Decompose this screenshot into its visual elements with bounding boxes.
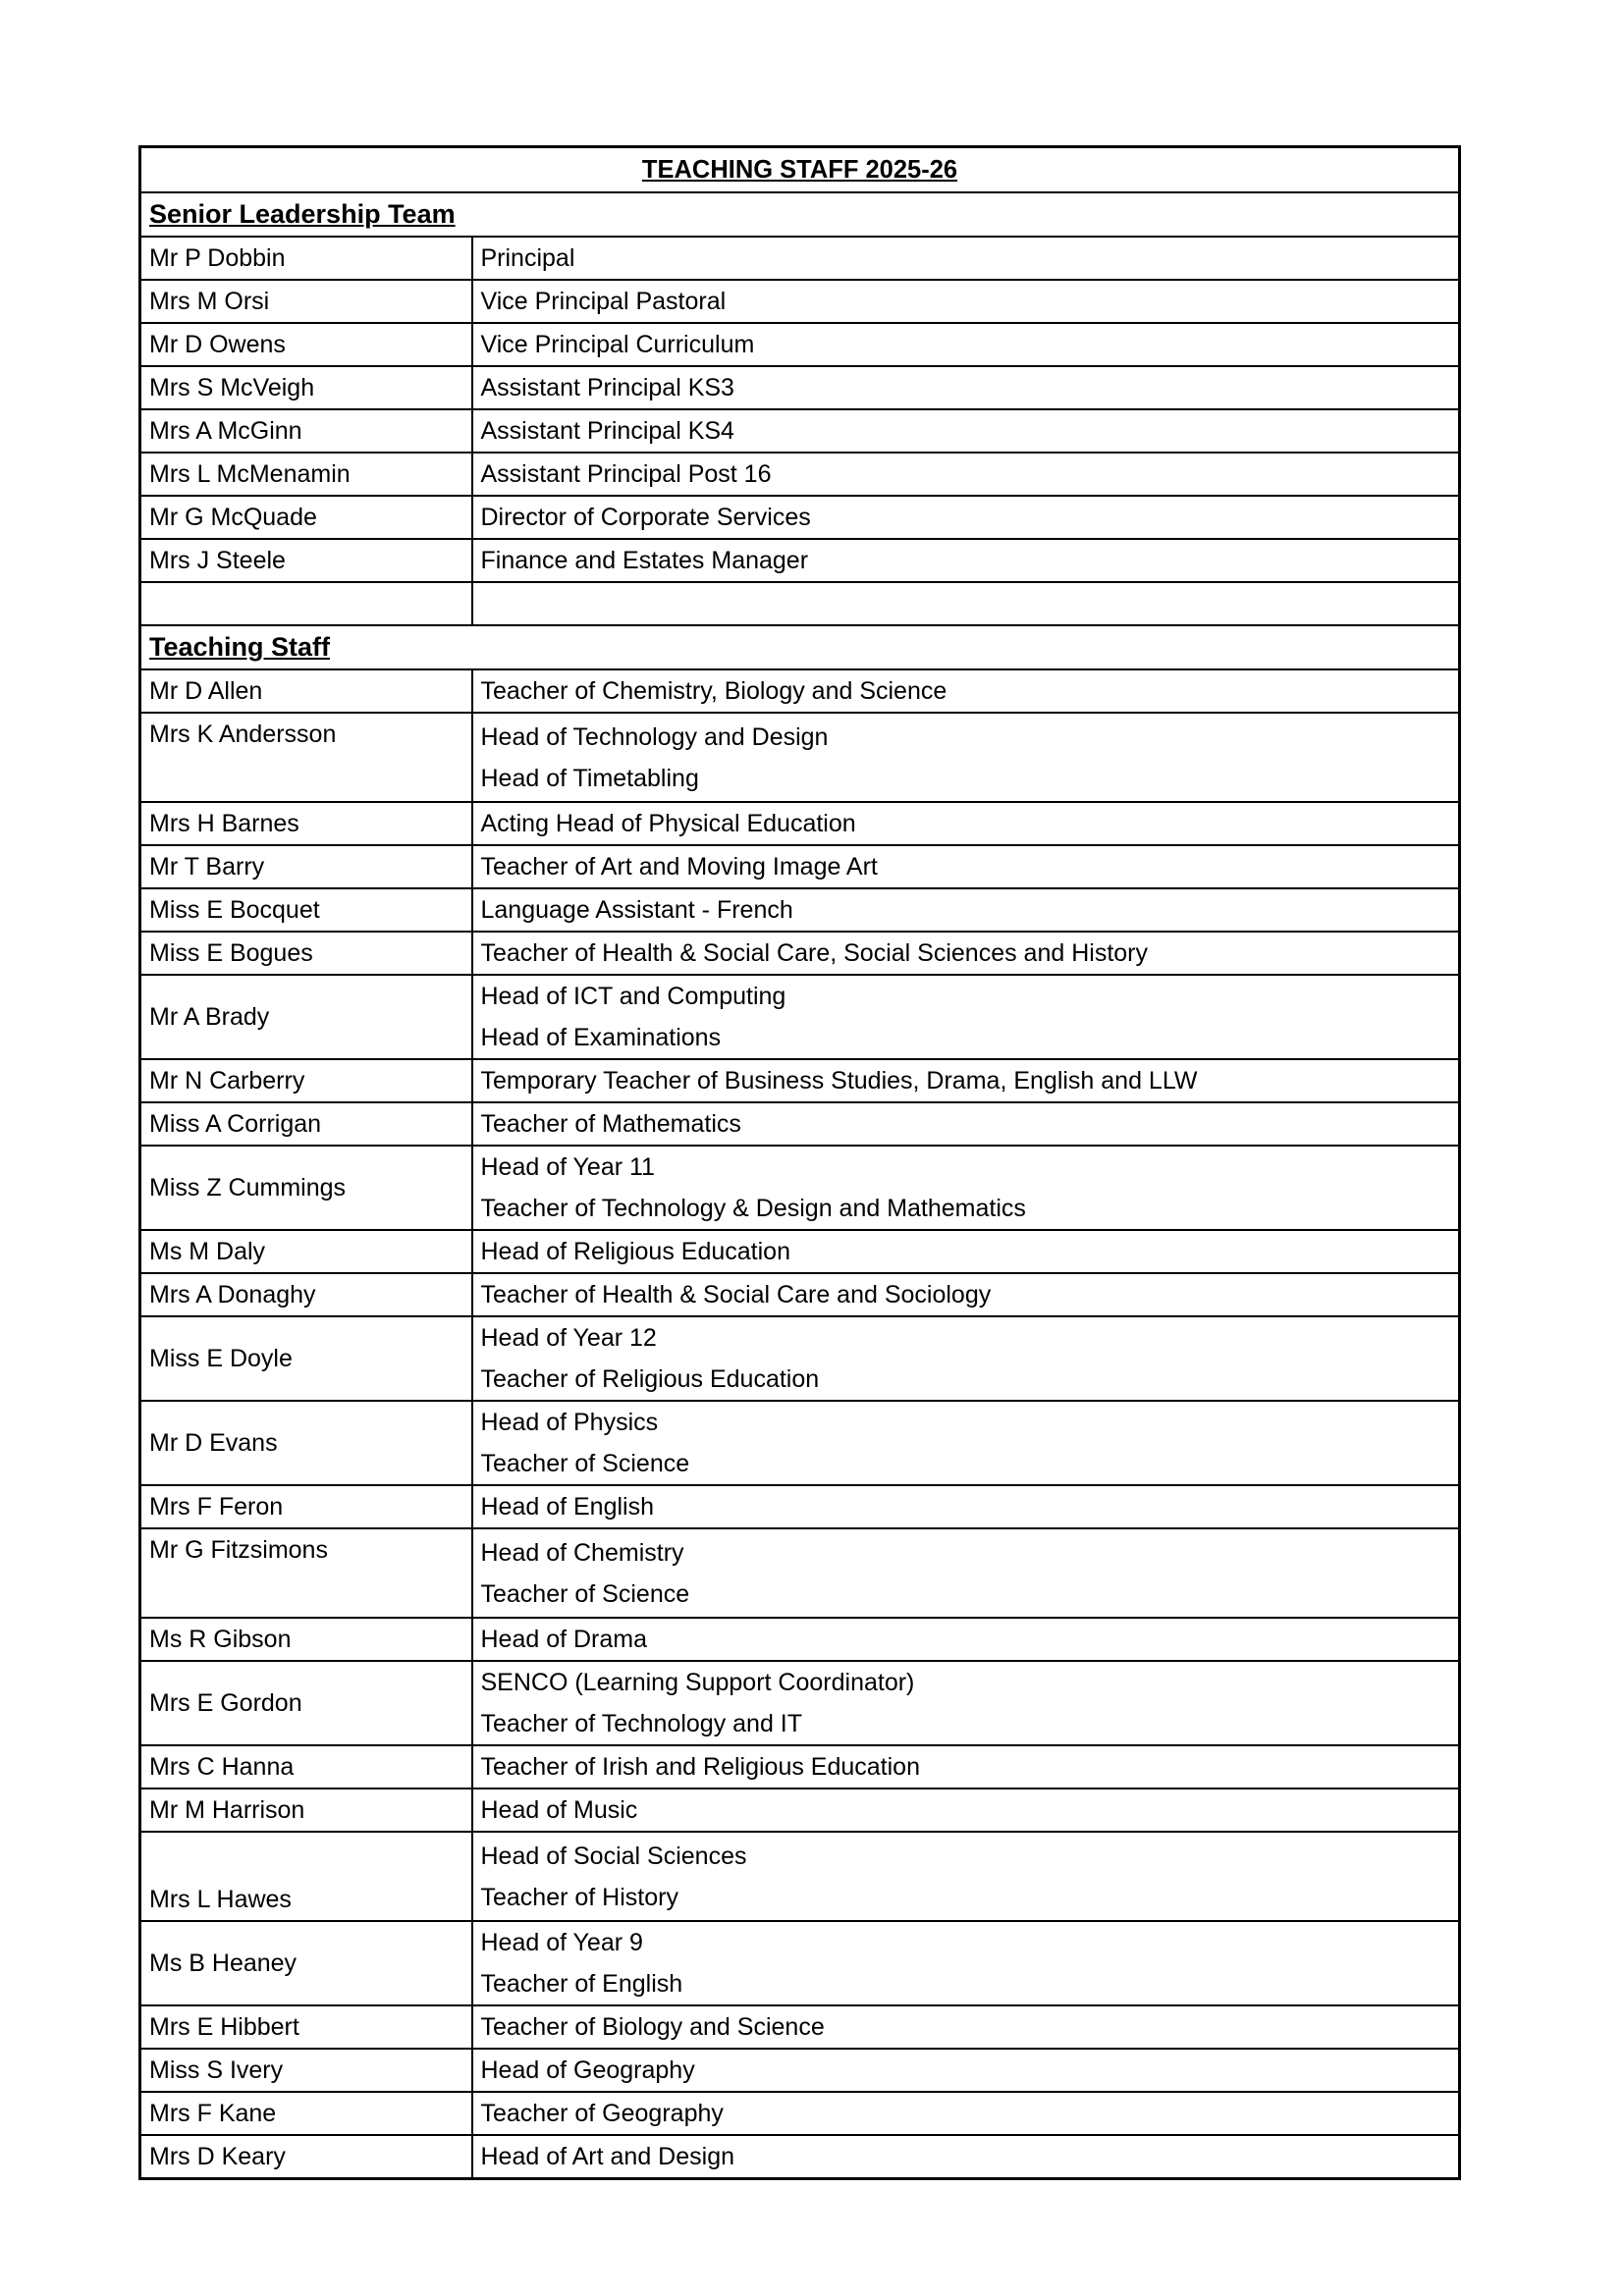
staff-role-cell — [472, 2135, 1460, 2179]
spacer-row — [140, 582, 1460, 625]
staff-role-cell — [472, 1059, 1460, 1102]
staff-role-cell — [472, 802, 1460, 845]
staff-role-cell — [472, 932, 1460, 975]
staff-name: Mr D Owens — [149, 330, 286, 358]
table-row — [140, 2005, 1460, 2049]
staff-role: Head of Music — [480, 1795, 638, 1824]
staff-name: Mrs C Hanna — [149, 1752, 295, 1781]
staff-role: Head of Geography — [480, 2056, 695, 2084]
staff-name-cell — [140, 1832, 472, 1921]
staff-name-cell — [140, 932, 472, 975]
table-row — [140, 409, 1460, 453]
staff-name-cell — [140, 845, 472, 888]
staff-role-cell — [472, 888, 1460, 932]
staff-name: Mr T Barry — [149, 852, 265, 881]
staff-role: Teacher of Science — [480, 1579, 690, 1608]
staff-role: Head of Year 12 — [480, 1324, 657, 1352]
staff-role: Temporary Teacher of Business Studies, Drama, English and LLW — [480, 1066, 1198, 1095]
staff-role: Head of Timetabling — [480, 764, 699, 792]
staff-name-cell — [140, 1789, 472, 1832]
staff-name-cell — [140, 539, 472, 582]
section-heading-row — [140, 625, 1460, 669]
staff-name-cell — [140, 2049, 472, 2092]
staff-name-cell — [140, 496, 472, 539]
staff-name: Mrs F Kane — [149, 2099, 277, 2127]
staff-name: Mr P Dobbin — [149, 243, 286, 272]
staff-role: Head of Chemistry — [480, 1538, 684, 1567]
table-row — [140, 669, 1460, 713]
table-row — [140, 1059, 1460, 1102]
staff-name: Miss Z Cummings — [149, 1173, 347, 1201]
table-row — [140, 1745, 1460, 1789]
staff-name-cell — [140, 669, 472, 713]
table-row — [140, 1146, 1460, 1230]
staff-role-cell — [472, 1401, 1460, 1485]
page-title — [140, 147, 1460, 193]
staff-role: Teacher of English — [480, 1970, 683, 1998]
table-row — [140, 2092, 1460, 2135]
staff-name-cell — [140, 1528, 472, 1618]
staff-role: Head of Year 9 — [480, 1929, 643, 1956]
staff-role-cell — [472, 2049, 1460, 2092]
table-row — [140, 1661, 1460, 1745]
table-row — [140, 1921, 1460, 2005]
staff-role: Language Assistant - French — [480, 895, 793, 924]
staff-role: Principal — [480, 243, 575, 272]
staff-name-cell — [140, 1102, 472, 1146]
table-row — [140, 280, 1460, 323]
staff-role-cell — [472, 539, 1460, 582]
staff-role: Teacher of Art and Moving Image Art — [480, 852, 878, 881]
staff-role-cell — [472, 323, 1460, 366]
table-row — [140, 1789, 1460, 1832]
staff-role-cell — [472, 366, 1460, 409]
table-row — [140, 1273, 1460, 1316]
staff-role-cell — [472, 1618, 1460, 1661]
staff-role-cell — [472, 496, 1460, 539]
staff-name: Mr D Allen — [149, 676, 263, 705]
staff-role-cell — [472, 1832, 1460, 1921]
table-row — [140, 1528, 1460, 1618]
staff-role-cell — [472, 1789, 1460, 1832]
table-row — [140, 713, 1460, 802]
staff-name-cell — [140, 2092, 472, 2135]
table-row — [140, 2049, 1460, 2092]
staff-role: Head of Drama — [480, 1625, 648, 1653]
staff-name-cell — [140, 1745, 472, 1789]
staff-role: Vice Principal Curriculum — [480, 330, 755, 358]
table-row — [140, 802, 1460, 845]
staff-name: Miss E Bocquet — [149, 895, 320, 924]
staff-role: Teacher of Mathematics — [480, 1109, 741, 1138]
staff-name: Ms R Gibson — [149, 1625, 292, 1653]
staff-role-cell — [472, 1485, 1460, 1528]
staff-role-cell — [472, 1316, 1460, 1401]
staff-role-cell — [472, 1661, 1460, 1745]
table-row — [140, 453, 1460, 496]
staff-role: Teacher of Health & Social Care and Sociology — [480, 1280, 992, 1308]
staff-role: Teacher of Geography — [480, 2099, 724, 2127]
table-row — [140, 539, 1460, 582]
staff-name: Mrs J Steele — [149, 546, 286, 574]
staff-role: Head of Social Sciences — [480, 1842, 747, 1870]
staff-role-cell — [472, 1921, 1460, 2005]
staff-name: Miss A Corrigan — [149, 1109, 322, 1138]
spacer-cell-name — [140, 582, 472, 625]
staff-name-cell — [140, 280, 472, 323]
staff-role-cell — [472, 1273, 1460, 1316]
staff-role-cell — [472, 975, 1460, 1059]
staff-name-cell — [140, 1230, 472, 1273]
staff-name: Mrs A McGinn — [149, 416, 302, 445]
section-heading — [140, 625, 1460, 669]
staff-name-cell — [140, 975, 472, 1059]
staff-role-cell — [472, 1230, 1460, 1273]
staff-role: Teacher of Science — [480, 1450, 690, 1477]
staff-role: Head of Art and Design — [480, 2142, 734, 2170]
staff-role: Teacher of Health & Social Care, Social Sciences and History — [480, 938, 1148, 967]
staff-name: Mr D Evans — [149, 1428, 278, 1457]
staff-name: Ms M Daly — [149, 1237, 266, 1265]
staff-role-cell — [472, 845, 1460, 888]
table-row — [140, 323, 1460, 366]
table-row — [140, 1316, 1460, 1401]
staff-role-cell — [472, 237, 1460, 280]
staff-role-cell — [472, 2092, 1460, 2135]
staff-name: Miss E Doyle — [149, 1344, 293, 1372]
staff-name-cell — [140, 1273, 472, 1316]
staff-role: Head of Examinations — [480, 1024, 722, 1051]
page-title-text: TEACHING STAFF 2025-26 — [641, 156, 958, 185]
table-row — [140, 237, 1460, 280]
staff-role: Acting Head of Physical Education — [480, 809, 856, 837]
staff-name: Miss E Bogues — [149, 938, 313, 967]
staff-role: Head of English — [480, 1492, 655, 1521]
staff-name-cell — [140, 237, 472, 280]
table-row — [140, 1102, 1460, 1146]
staff-role: Teacher of Biology and Science — [480, 2012, 825, 2041]
staff-name: Mrs H Barnes — [149, 809, 299, 837]
table-row — [140, 1401, 1460, 1485]
staff-name: Mrs E Gordon — [149, 1688, 302, 1717]
staff-name-cell — [140, 713, 472, 802]
staff-name: Mrs L Hawes — [149, 1885, 292, 1913]
staff-role: Assistant Principal KS3 — [480, 373, 734, 401]
staff-name-cell — [140, 1661, 472, 1745]
staff-name-cell — [140, 1059, 472, 1102]
staff-role-cell — [472, 1146, 1460, 1230]
staff-name-cell — [140, 2005, 472, 2049]
staff-name: Mr N Carberry — [149, 1066, 305, 1095]
teaching-staff-table — [138, 145, 1461, 2180]
staff-name-cell — [140, 453, 472, 496]
staff-role: Head of Technology and Design — [480, 722, 829, 751]
staff-role: Teacher of Irish and Religious Education — [480, 1752, 920, 1781]
table-row — [140, 888, 1460, 932]
staff-name: Mrs A Donaghy — [149, 1280, 316, 1308]
staff-name-cell — [140, 1618, 472, 1661]
staff-name-cell — [140, 2135, 472, 2179]
staff-table-container — [138, 145, 1458, 2180]
section-heading-row — [140, 192, 1460, 237]
table-row — [140, 1832, 1460, 1921]
staff-name-cell — [140, 1485, 472, 1528]
staff-role-cell — [472, 669, 1460, 713]
staff-role: Assistant Principal Post 16 — [480, 459, 772, 488]
staff-name: Mr M Harrison — [149, 1795, 305, 1824]
staff-name: Miss S Ivery — [149, 2056, 284, 2084]
spacer-cell-role — [472, 582, 1460, 625]
staff-role: Finance and Estates Manager — [480, 546, 809, 574]
staff-name: Mrs F Feron — [149, 1492, 284, 1521]
section-heading-text: Teaching Staff — [149, 632, 331, 663]
table-row — [140, 1485, 1460, 1528]
table-row — [140, 1618, 1460, 1661]
staff-role: Head of Physics — [480, 1409, 659, 1436]
staff-name: Mrs K Andersson — [149, 721, 337, 748]
table-row — [140, 975, 1460, 1059]
table-row — [140, 1230, 1460, 1273]
staff-name-cell — [140, 888, 472, 932]
staff-name: Mr A Brady — [149, 1002, 270, 1031]
staff-role: SENCO (Learning Support Coordinator) — [480, 1669, 915, 1696]
staff-role: Vice Principal Pastoral — [480, 287, 727, 315]
staff-role: Head of ICT and Computing — [480, 983, 786, 1010]
staff-role-cell — [472, 1102, 1460, 1146]
staff-name: Mrs M Orsi — [149, 287, 270, 315]
table-row — [140, 845, 1460, 888]
table-row — [140, 2135, 1460, 2179]
staff-role-cell — [472, 409, 1460, 453]
staff-role: Assistant Principal KS4 — [480, 416, 734, 445]
staff-name: Mr G McQuade — [149, 503, 317, 531]
staff-role: Director of Corporate Services — [480, 503, 811, 531]
staff-name: Ms B Heaney — [149, 1949, 298, 1977]
staff-role: Teacher of Religious Education — [480, 1365, 820, 1393]
staff-role: Teacher of History — [480, 1883, 678, 1911]
staff-role: Teacher of Technology and IT — [480, 1710, 803, 1737]
staff-name: Mrs S McVeigh — [149, 373, 315, 401]
table-row — [140, 932, 1460, 975]
staff-name-cell — [140, 366, 472, 409]
staff-table-body — [140, 147, 1460, 2179]
staff-role: Head of Year 11 — [480, 1153, 655, 1181]
staff-name-cell — [140, 323, 472, 366]
table-row — [140, 496, 1460, 539]
staff-name: Mr G Fitzsimons — [149, 1536, 328, 1564]
staff-role-cell — [472, 2005, 1460, 2049]
staff-name: Mrs L McMenamin — [149, 459, 351, 488]
document-title-row — [140, 147, 1460, 193]
staff-name: Mrs E Hibbert — [149, 2012, 299, 2041]
staff-role: Head of Religious Education — [480, 1237, 790, 1265]
staff-name-cell — [140, 1316, 472, 1401]
staff-name-cell — [140, 409, 472, 453]
section-heading — [140, 192, 1460, 237]
staff-role-cell — [472, 280, 1460, 323]
staff-role-cell — [472, 713, 1460, 802]
staff-role: Teacher of Technology & Design and Mathematics — [480, 1195, 1026, 1222]
staff-name-cell — [140, 1146, 472, 1230]
staff-name: Mrs D Keary — [149, 2142, 286, 2170]
staff-name-cell — [140, 1401, 472, 1485]
staff-role: Teacher of Chemistry, Biology and Science — [480, 676, 947, 705]
staff-name-cell — [140, 1921, 472, 2005]
staff-role-cell — [472, 1745, 1460, 1789]
staff-role-cell — [472, 1528, 1460, 1618]
staff-name-cell — [140, 802, 472, 845]
staff-role-cell — [472, 453, 1460, 496]
section-heading-text: Senior Leadership Team — [149, 199, 456, 230]
table-row — [140, 366, 1460, 409]
